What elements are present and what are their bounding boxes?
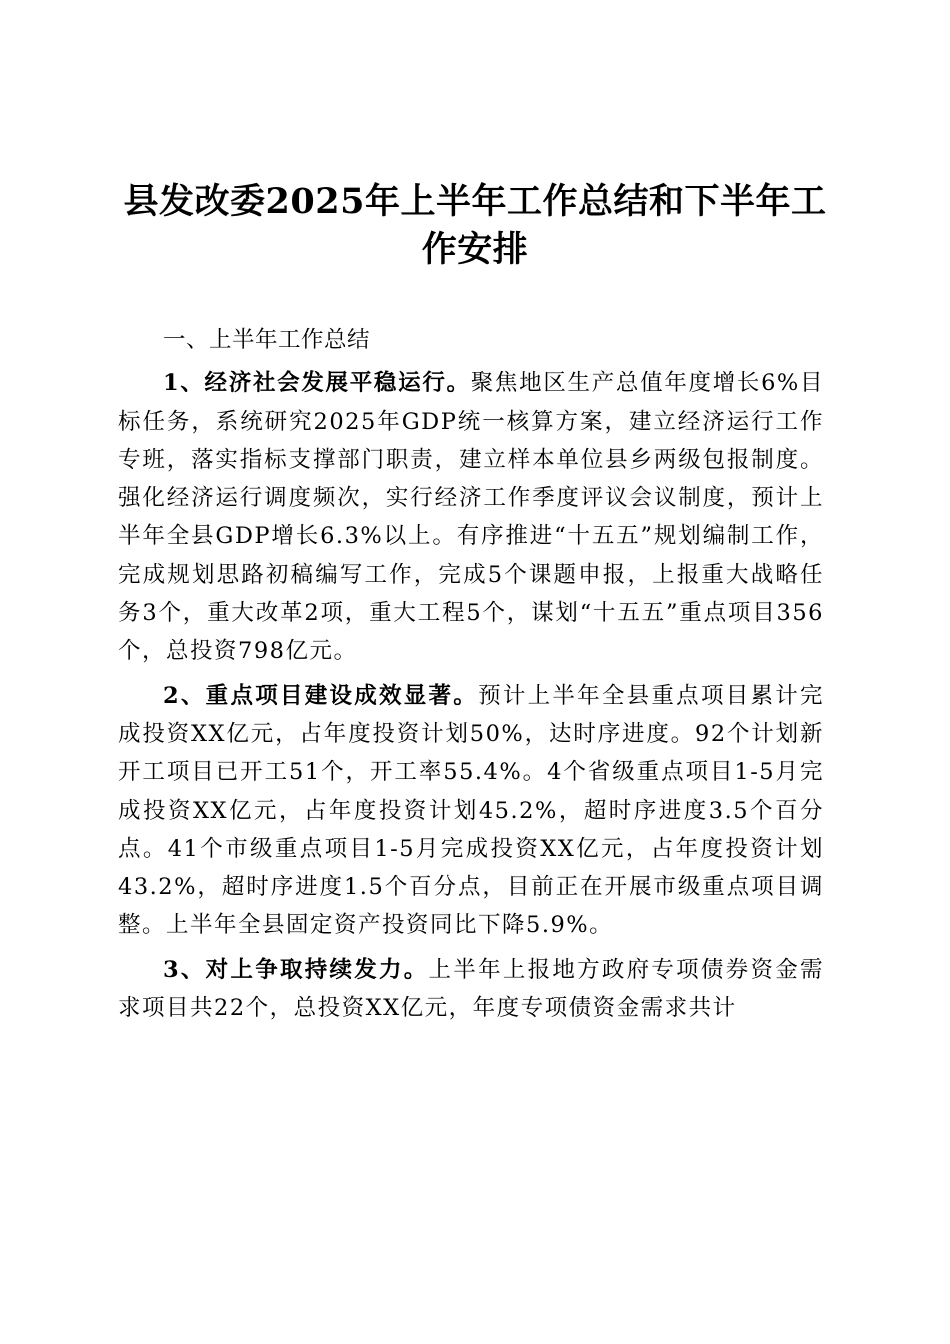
paragraph-1-text: 聚焦地区生产总值年度增长6%目标任务，系统研究2025年GDP统一核算方案，建立经济运行工作专班，落实指标支撑部门职责，建立样本单位县乡两级包报制度。强化经济运行调度频次，实行经济工作季度评议会议制度，预计上半年全县GDP增长6.3%以上。有序推进“十五五”规划编制工作，完成规划思路初稿编写工作，完成5个课题申报，上报重大战略任务3个，重大改革2项，重大工程5个，谋划“十五五”重点项目356个，总投资798亿元。: [118, 370, 824, 665]
section-heading: 一、上半年工作总结: [163, 327, 371, 353]
paragraph-1: [118, 364, 824, 670]
paragraph-2-lead: 2、重点项目建设成效显著。: [163, 682, 479, 709]
paragraph-2-text: 预计上半年全县重点项目累计完成投资XX亿元，占年度投资计划50%，达时序进度。92个计划新开工项目已开工51个，开工率55.4%。4个省级重点项目1-5月完成投资XX亿元，占年度投资计划45.2%，超时序进度3.5个百分点。41个市级重点项目1-5月完成投资XX亿元，占年度投资计划43.2%，超时序进度1.5个百分点，目前正在开展市级重点项目调整。上半年全县固定资产投资同比下降5.9%。: [118, 682, 824, 939]
paragraph-3-text: 上半年上报地方政府专项债券资金需求项目共22个，总投资XX亿元，年度专项债资金需求共计: [118, 956, 824, 1022]
document-title: 县发改委2025年上半年工作总结和下半年工作安排: [123, 181, 827, 270]
paragraph-3-lead: 3、对上争取持续发力。: [163, 956, 429, 983]
paragraph-1-lead: 1、经济社会发展平稳运行。: [163, 370, 471, 397]
document-body: [118, 321, 824, 1033]
paragraph-3: [118, 951, 824, 1028]
paragraph-2: [118, 677, 824, 945]
